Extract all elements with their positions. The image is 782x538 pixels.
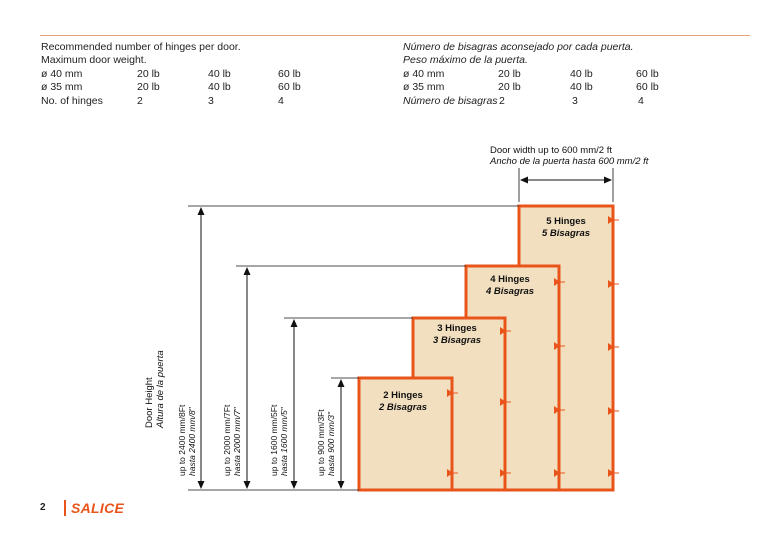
door-height-axis-label (144, 350, 166, 429)
height-label-es: hasta 2400 mm/8" (187, 407, 197, 476)
cell: 60 lb (278, 67, 301, 80)
cell: 3 (208, 94, 214, 107)
cell: 60 lb (636, 67, 659, 80)
table-subtitle: Maximum door weight. (41, 54, 147, 67)
page-number: 2 (40, 502, 46, 513)
footer-divider (64, 500, 66, 516)
cell: 20 lb (498, 81, 521, 94)
row-label: ø 40 mm (403, 67, 445, 80)
door-2-label-en: 2 Hinges (383, 390, 423, 401)
height-label-3 (269, 404, 289, 476)
door-width-label-es: Ancho de la puerta hasta 600 mm/2 ft (490, 156, 649, 167)
height-label-es: hasta 2000 mm/7" (232, 407, 242, 476)
cell: 4 (278, 94, 284, 107)
door-width-label-en: Door width up to 600 mm/2 ft (490, 145, 612, 156)
table-title: Número de bisagras aconsejado por cada puerta. (403, 41, 634, 53)
cell: 3 (572, 94, 578, 107)
cell: 20 lb (137, 81, 160, 94)
height-label-en: up to 2400 mm/8Ft (177, 404, 187, 476)
door-4-label-en: 4 Hinges (490, 274, 530, 285)
table-subtitle: Peso máximo de la puerta. (403, 54, 528, 67)
door-2-label-es: 2 Bisagras (378, 402, 428, 413)
height-label-4 (222, 404, 242, 476)
door-3-label-en: 3 Hinges (437, 323, 477, 334)
height-label-2 (316, 409, 336, 476)
cell: 40 lb (570, 81, 593, 94)
cell: 60 lb (278, 81, 301, 94)
cell: 40 lb (208, 81, 231, 94)
row-label: ø 35 mm (403, 81, 445, 94)
door-5-label-es: 5 Bisagras (541, 228, 591, 239)
door-3-label-es: 3 Bisagras (432, 335, 482, 346)
height-label-en: up to 2000 mm/7Ft (222, 404, 232, 476)
row-label: No. of hinges (41, 94, 103, 107)
height-label-es: hasta 1600 mm/5" (279, 407, 289, 476)
cell: 60 lb (636, 81, 659, 94)
door-height-label-en: Door Height (144, 377, 155, 428)
door-height-label-es: Altura de la puerta (155, 350, 166, 428)
row-label: Número de bisagras (403, 94, 498, 107)
cell: 40 lb (208, 67, 231, 80)
cell: 40 lb (570, 67, 593, 80)
door-5-label-en: 5 Hinges (546, 216, 586, 227)
height-label-5 (177, 404, 197, 476)
row-label: ø 40 mm (41, 67, 83, 80)
door-4-label-es: 4 Bisagras (485, 286, 535, 297)
cell: 2 (137, 94, 143, 107)
table-title: Recommended number of hinges per door. (41, 41, 241, 53)
cell: 20 lb (498, 67, 521, 80)
height-label-en: up to 900 mm/3Ft (316, 409, 326, 476)
brand-logo: SALICE (71, 500, 125, 516)
cell: 2 (499, 94, 505, 107)
row-label: ø 35 mm (41, 81, 83, 94)
cell: 4 (638, 94, 644, 107)
height-label-es: hasta 900 mm/3" (326, 412, 336, 476)
cell: 20 lb (137, 67, 160, 80)
height-label-en: up to 1600 mm/5Ft (269, 404, 279, 476)
